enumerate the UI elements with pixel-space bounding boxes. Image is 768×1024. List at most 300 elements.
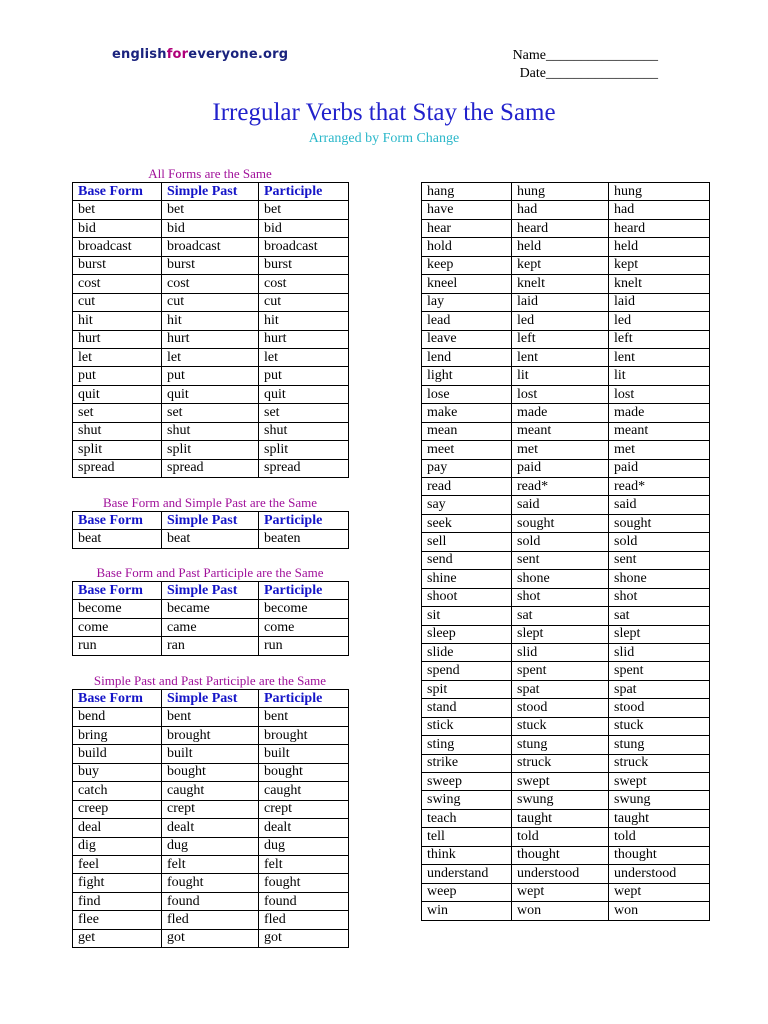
logo-part-for: for bbox=[166, 47, 189, 62]
base-form-cell: hurt bbox=[73, 330, 162, 348]
table-row bbox=[73, 637, 349, 655]
participle-cell: shone bbox=[609, 570, 710, 588]
simple-past-cell: sat bbox=[512, 607, 609, 625]
table-row bbox=[422, 459, 710, 477]
table-header-row bbox=[73, 512, 349, 530]
logo-part-english: english bbox=[112, 47, 167, 62]
simple-past-cell: read* bbox=[512, 478, 609, 496]
base-form-cell: shoot bbox=[422, 588, 512, 606]
base-form-cell: weep bbox=[422, 883, 512, 901]
participle-cell: taught bbox=[609, 809, 710, 827]
base-form-cell: bid bbox=[73, 219, 162, 237]
base-form-cell: become bbox=[73, 600, 162, 618]
simple-past-cell: got bbox=[162, 929, 259, 947]
simple-past-cell: sent bbox=[512, 551, 609, 569]
table-row bbox=[73, 874, 349, 892]
participle-cell: won bbox=[609, 902, 710, 920]
simple-past-cell: stuck bbox=[512, 717, 609, 735]
participle-cell: caught bbox=[259, 782, 349, 800]
participle-cell: struck bbox=[609, 754, 710, 772]
base-form-cell: catch bbox=[73, 782, 162, 800]
table-row bbox=[73, 312, 349, 330]
simple-past-cell: fought bbox=[162, 874, 259, 892]
table-row bbox=[422, 367, 710, 385]
simple-past-cell: spread bbox=[162, 459, 259, 477]
base-form-cell: bend bbox=[73, 708, 162, 726]
base-form-cell: say bbox=[422, 496, 512, 514]
section-caption: All Forms are the Same bbox=[148, 166, 272, 181]
base-form-cell: leave bbox=[422, 330, 512, 348]
base-form-cell: sleep bbox=[422, 625, 512, 643]
table-row bbox=[73, 745, 349, 763]
simple-past-cell: became bbox=[162, 600, 259, 618]
participle-cell: put bbox=[259, 367, 349, 385]
simple-past-cell: taught bbox=[512, 809, 609, 827]
participle-cell: bid bbox=[259, 219, 349, 237]
table-row bbox=[422, 680, 710, 698]
table-row bbox=[422, 293, 710, 311]
base-form-cell: strike bbox=[422, 754, 512, 772]
participle-cell: slid bbox=[609, 643, 710, 661]
base-form-cell: lose bbox=[422, 385, 512, 403]
site-logo bbox=[112, 47, 288, 62]
participle-cell: run bbox=[259, 637, 349, 655]
base-form-cell: stick bbox=[422, 717, 512, 735]
participle-cell: slept bbox=[609, 625, 710, 643]
table-row bbox=[73, 330, 349, 348]
base-form-cell: lead bbox=[422, 312, 512, 330]
base-form-cell: burst bbox=[73, 256, 162, 274]
simple-past-cell: paid bbox=[512, 459, 609, 477]
table-row bbox=[73, 293, 349, 311]
simple-past-cell: slept bbox=[512, 625, 609, 643]
base-form-cell: split bbox=[73, 441, 162, 459]
base-form-cell: cut bbox=[73, 293, 162, 311]
simple-past-cell: bent bbox=[162, 708, 259, 726]
table-header-row bbox=[73, 582, 349, 600]
simple-past-cell: knelt bbox=[512, 275, 609, 293]
table-row bbox=[73, 256, 349, 274]
simple-past-cell: hit bbox=[162, 312, 259, 330]
table-row bbox=[422, 846, 710, 864]
date-line: Date________________ bbox=[519, 66, 658, 81]
table-row bbox=[73, 422, 349, 440]
simple-past-cell: swung bbox=[512, 791, 609, 809]
table-row bbox=[422, 385, 710, 403]
table-row bbox=[422, 883, 710, 901]
table-row bbox=[422, 275, 710, 293]
verb-table-past-participle-same bbox=[72, 689, 349, 948]
simple-past-cell: split bbox=[162, 441, 259, 459]
base-form-cell: think bbox=[422, 846, 512, 864]
page-subtitle: Arranged by Form Change bbox=[308, 131, 460, 146]
simple-past-cell: lost bbox=[512, 385, 609, 403]
base-form-cell: find bbox=[73, 892, 162, 910]
simple-past-cell: dealt bbox=[162, 819, 259, 837]
base-form-cell: bet bbox=[73, 201, 162, 219]
verb-table-base-past-same bbox=[72, 511, 349, 549]
base-form-cell: shut bbox=[73, 422, 162, 440]
base-form-cell: seek bbox=[422, 514, 512, 532]
table-row bbox=[422, 514, 710, 532]
participle-cell: dealt bbox=[259, 819, 349, 837]
base-form-cell: hear bbox=[422, 219, 512, 237]
participle-cell: wept bbox=[609, 883, 710, 901]
simple-past-cell: brought bbox=[162, 726, 259, 744]
table-row bbox=[73, 367, 349, 385]
base-form-cell: deal bbox=[73, 819, 162, 837]
table-row bbox=[73, 708, 349, 726]
table-row bbox=[73, 726, 349, 744]
column-header: Base Form bbox=[73, 183, 162, 201]
table-row bbox=[422, 809, 710, 827]
base-form-cell: win bbox=[422, 902, 512, 920]
base-form-cell: creep bbox=[73, 800, 162, 818]
base-form-cell: pay bbox=[422, 459, 512, 477]
table-row bbox=[73, 800, 349, 818]
base-form-cell: sweep bbox=[422, 773, 512, 791]
simple-past-cell: cut bbox=[162, 293, 259, 311]
participle-cell: hit bbox=[259, 312, 349, 330]
table-header-row bbox=[73, 183, 349, 201]
simple-past-cell: thought bbox=[512, 846, 609, 864]
column-header: Participle bbox=[259, 183, 349, 201]
base-form-cell: come bbox=[73, 618, 162, 636]
participle-cell: spread bbox=[259, 459, 349, 477]
base-form-cell: kneel bbox=[422, 275, 512, 293]
participle-cell: spat bbox=[609, 680, 710, 698]
participle-cell: bent bbox=[259, 708, 349, 726]
participle-cell: held bbox=[609, 238, 710, 256]
simple-past-cell: cost bbox=[162, 275, 259, 293]
table-row bbox=[422, 717, 710, 735]
participle-cell: stuck bbox=[609, 717, 710, 735]
table-row bbox=[73, 530, 349, 548]
base-form-cell: fight bbox=[73, 874, 162, 892]
table-row bbox=[422, 754, 710, 772]
table-row bbox=[422, 699, 710, 717]
base-form-cell: spit bbox=[422, 680, 512, 698]
page-title: Irregular Verbs that Stay the Same bbox=[212, 99, 556, 126]
simple-past-cell: let bbox=[162, 348, 259, 366]
simple-past-cell: laid bbox=[512, 293, 609, 311]
participle-cell: hurt bbox=[259, 330, 349, 348]
participle-cell: fled bbox=[259, 911, 349, 929]
participle-cell: thought bbox=[609, 846, 710, 864]
simple-past-cell: stood bbox=[512, 699, 609, 717]
participle-cell: come bbox=[259, 618, 349, 636]
participle-cell: bet bbox=[259, 201, 349, 219]
participle-cell: spent bbox=[609, 662, 710, 680]
simple-past-cell: won bbox=[512, 902, 609, 920]
simple-past-cell: held bbox=[512, 238, 609, 256]
table-row bbox=[422, 625, 710, 643]
participle-cell: lit bbox=[609, 367, 710, 385]
table-row bbox=[422, 183, 710, 201]
simple-past-cell: built bbox=[162, 745, 259, 763]
base-form-cell: read bbox=[422, 478, 512, 496]
simple-past-cell: quit bbox=[162, 385, 259, 403]
simple-past-cell: put bbox=[162, 367, 259, 385]
column-header: Participle bbox=[259, 582, 349, 600]
section-caption: Base Form and Simple Past are the Same bbox=[102, 495, 318, 510]
simple-past-cell: made bbox=[512, 404, 609, 422]
base-form-cell: understand bbox=[422, 865, 512, 883]
participle-cell: left bbox=[609, 330, 710, 348]
base-form-cell: run bbox=[73, 637, 162, 655]
participle-cell: understood bbox=[609, 865, 710, 883]
verb-table-right bbox=[421, 182, 710, 921]
table-row bbox=[73, 929, 349, 947]
participle-cell: paid bbox=[609, 459, 710, 477]
column-header: Simple Past bbox=[162, 690, 259, 708]
simple-past-cell: left bbox=[512, 330, 609, 348]
base-form-cell: lend bbox=[422, 348, 512, 366]
simple-past-cell: spat bbox=[512, 680, 609, 698]
simple-past-cell: spent bbox=[512, 662, 609, 680]
base-form-cell: sit bbox=[422, 607, 512, 625]
participle-cell: kept bbox=[609, 256, 710, 274]
simple-past-cell: sold bbox=[512, 533, 609, 551]
column-header: Simple Past bbox=[162, 512, 259, 530]
participle-cell: quit bbox=[259, 385, 349, 403]
base-form-cell: make bbox=[422, 404, 512, 422]
base-form-cell: spread bbox=[73, 459, 162, 477]
simple-past-cell: swept bbox=[512, 773, 609, 791]
participle-cell: got bbox=[259, 929, 349, 947]
logo-part-domain: everyone.org bbox=[188, 47, 289, 62]
participle-cell: said bbox=[609, 496, 710, 514]
simple-past-cell: hung bbox=[512, 183, 609, 201]
base-form-cell: light bbox=[422, 367, 512, 385]
participle-cell: brought bbox=[259, 726, 349, 744]
participle-cell: built bbox=[259, 745, 349, 763]
simple-past-cell: met bbox=[512, 441, 609, 459]
participle-cell: sold bbox=[609, 533, 710, 551]
participle-cell: cut bbox=[259, 293, 349, 311]
simple-past-cell: shut bbox=[162, 422, 259, 440]
base-form-cell: flee bbox=[73, 911, 162, 929]
base-form-cell: dig bbox=[73, 837, 162, 855]
table-row bbox=[422, 662, 710, 680]
table-row bbox=[422, 256, 710, 274]
simple-past-cell: shot bbox=[512, 588, 609, 606]
participle-cell: led bbox=[609, 312, 710, 330]
base-form-cell: meet bbox=[422, 441, 512, 459]
base-form-cell: slide bbox=[422, 643, 512, 661]
base-form-cell: get bbox=[73, 929, 162, 947]
simple-past-cell: told bbox=[512, 828, 609, 846]
table-row bbox=[422, 828, 710, 846]
participle-cell: swept bbox=[609, 773, 710, 791]
participle-cell: become bbox=[259, 600, 349, 618]
table-header-row bbox=[73, 690, 349, 708]
simple-past-cell: set bbox=[162, 404, 259, 422]
column-header: Base Form bbox=[73, 690, 162, 708]
simple-past-cell: understood bbox=[512, 865, 609, 883]
simple-past-cell: burst bbox=[162, 256, 259, 274]
participle-cell: lent bbox=[609, 348, 710, 366]
simple-past-cell: broadcast bbox=[162, 238, 259, 256]
table-row bbox=[73, 238, 349, 256]
base-form-cell: tell bbox=[422, 828, 512, 846]
participle-cell: lost bbox=[609, 385, 710, 403]
table-row bbox=[73, 763, 349, 781]
column-header: Simple Past bbox=[162, 183, 259, 201]
simple-past-cell: shone bbox=[512, 570, 609, 588]
simple-past-cell: crept bbox=[162, 800, 259, 818]
column-header: Simple Past bbox=[162, 582, 259, 600]
section-caption: Base Form and Past Participle are the Same bbox=[96, 565, 324, 580]
table-row bbox=[422, 219, 710, 237]
table-row bbox=[73, 819, 349, 837]
table-row bbox=[422, 570, 710, 588]
participle-cell: bought bbox=[259, 763, 349, 781]
base-form-cell: send bbox=[422, 551, 512, 569]
participle-cell: burst bbox=[259, 256, 349, 274]
table-row bbox=[422, 791, 710, 809]
base-form-cell: let bbox=[73, 348, 162, 366]
simple-past-cell: dug bbox=[162, 837, 259, 855]
participle-cell: sent bbox=[609, 551, 710, 569]
participle-cell: sought bbox=[609, 514, 710, 532]
table-row bbox=[73, 855, 349, 873]
participle-cell: knelt bbox=[609, 275, 710, 293]
table-row bbox=[422, 736, 710, 754]
participle-cell: heard bbox=[609, 219, 710, 237]
participle-cell: cost bbox=[259, 275, 349, 293]
participle-cell: laid bbox=[609, 293, 710, 311]
simple-past-cell: stung bbox=[512, 736, 609, 754]
simple-past-cell: felt bbox=[162, 855, 259, 873]
base-form-cell: sell bbox=[422, 533, 512, 551]
simple-past-cell: caught bbox=[162, 782, 259, 800]
table-row bbox=[422, 312, 710, 330]
participle-cell: meant bbox=[609, 422, 710, 440]
participle-cell: broadcast bbox=[259, 238, 349, 256]
participle-cell: hung bbox=[609, 183, 710, 201]
base-form-cell: swing bbox=[422, 791, 512, 809]
simple-past-cell: had bbox=[512, 201, 609, 219]
simple-past-cell: meant bbox=[512, 422, 609, 440]
table-row bbox=[73, 404, 349, 422]
base-form-cell: teach bbox=[422, 809, 512, 827]
base-form-cell: sting bbox=[422, 736, 512, 754]
table-row bbox=[73, 441, 349, 459]
section-caption: Simple Past and Past Participle are the Same bbox=[93, 673, 327, 688]
table-row bbox=[73, 911, 349, 929]
table-row bbox=[73, 348, 349, 366]
participle-cell: felt bbox=[259, 855, 349, 873]
table-row bbox=[73, 219, 349, 237]
table-row bbox=[422, 201, 710, 219]
table-row bbox=[73, 892, 349, 910]
table-row bbox=[422, 902, 710, 920]
base-form-cell: beat bbox=[73, 530, 162, 548]
simple-past-cell: lent bbox=[512, 348, 609, 366]
base-form-cell: set bbox=[73, 404, 162, 422]
base-form-cell: bring bbox=[73, 726, 162, 744]
simple-past-cell: wept bbox=[512, 883, 609, 901]
simple-past-cell: bet bbox=[162, 201, 259, 219]
participle-cell: read* bbox=[609, 478, 710, 496]
table-row bbox=[422, 330, 710, 348]
table-row bbox=[422, 404, 710, 422]
table-row bbox=[73, 385, 349, 403]
verb-table-base-participle-same bbox=[72, 581, 349, 656]
base-form-cell: cost bbox=[73, 275, 162, 293]
base-form-cell: hang bbox=[422, 183, 512, 201]
simple-past-cell: found bbox=[162, 892, 259, 910]
participle-cell: found bbox=[259, 892, 349, 910]
simple-past-cell: struck bbox=[512, 754, 609, 772]
participle-cell: shut bbox=[259, 422, 349, 440]
base-form-cell: build bbox=[73, 745, 162, 763]
table-row bbox=[73, 201, 349, 219]
base-form-cell: shine bbox=[422, 570, 512, 588]
simple-past-cell: bought bbox=[162, 763, 259, 781]
table-row bbox=[73, 600, 349, 618]
table-row bbox=[422, 607, 710, 625]
participle-cell: let bbox=[259, 348, 349, 366]
base-form-cell: keep bbox=[422, 256, 512, 274]
table-row bbox=[422, 865, 710, 883]
participle-cell: set bbox=[259, 404, 349, 422]
participle-cell: split bbox=[259, 441, 349, 459]
table-row bbox=[73, 618, 349, 636]
simple-past-cell: led bbox=[512, 312, 609, 330]
column-header: Participle bbox=[259, 690, 349, 708]
table-row bbox=[422, 588, 710, 606]
base-form-cell: put bbox=[73, 367, 162, 385]
participle-cell: fought bbox=[259, 874, 349, 892]
table-row bbox=[422, 496, 710, 514]
participle-cell: beaten bbox=[259, 530, 349, 548]
participle-cell: sat bbox=[609, 607, 710, 625]
participle-cell: had bbox=[609, 201, 710, 219]
simple-past-cell: hurt bbox=[162, 330, 259, 348]
table-row bbox=[422, 643, 710, 661]
base-form-cell: buy bbox=[73, 763, 162, 781]
table-row bbox=[422, 551, 710, 569]
simple-past-cell: bid bbox=[162, 219, 259, 237]
column-header: Participle bbox=[259, 512, 349, 530]
table-row bbox=[73, 782, 349, 800]
base-form-cell: stand bbox=[422, 699, 512, 717]
base-form-cell: spend bbox=[422, 662, 512, 680]
name-line: Name________________ bbox=[512, 48, 658, 63]
participle-cell: told bbox=[609, 828, 710, 846]
participle-cell: shot bbox=[609, 588, 710, 606]
base-form-cell: hold bbox=[422, 238, 512, 256]
table-row bbox=[422, 773, 710, 791]
simple-past-cell: ran bbox=[162, 637, 259, 655]
table-row bbox=[422, 478, 710, 496]
simple-past-cell: beat bbox=[162, 530, 259, 548]
table-row bbox=[73, 459, 349, 477]
base-form-cell: quit bbox=[73, 385, 162, 403]
participle-cell: crept bbox=[259, 800, 349, 818]
column-header: Base Form bbox=[73, 512, 162, 530]
column-header: Base Form bbox=[73, 582, 162, 600]
participle-cell: stood bbox=[609, 699, 710, 717]
simple-past-cell: fled bbox=[162, 911, 259, 929]
participle-cell: stung bbox=[609, 736, 710, 754]
table-row bbox=[422, 422, 710, 440]
table-row bbox=[73, 275, 349, 293]
participle-cell: met bbox=[609, 441, 710, 459]
base-form-cell: hit bbox=[73, 312, 162, 330]
